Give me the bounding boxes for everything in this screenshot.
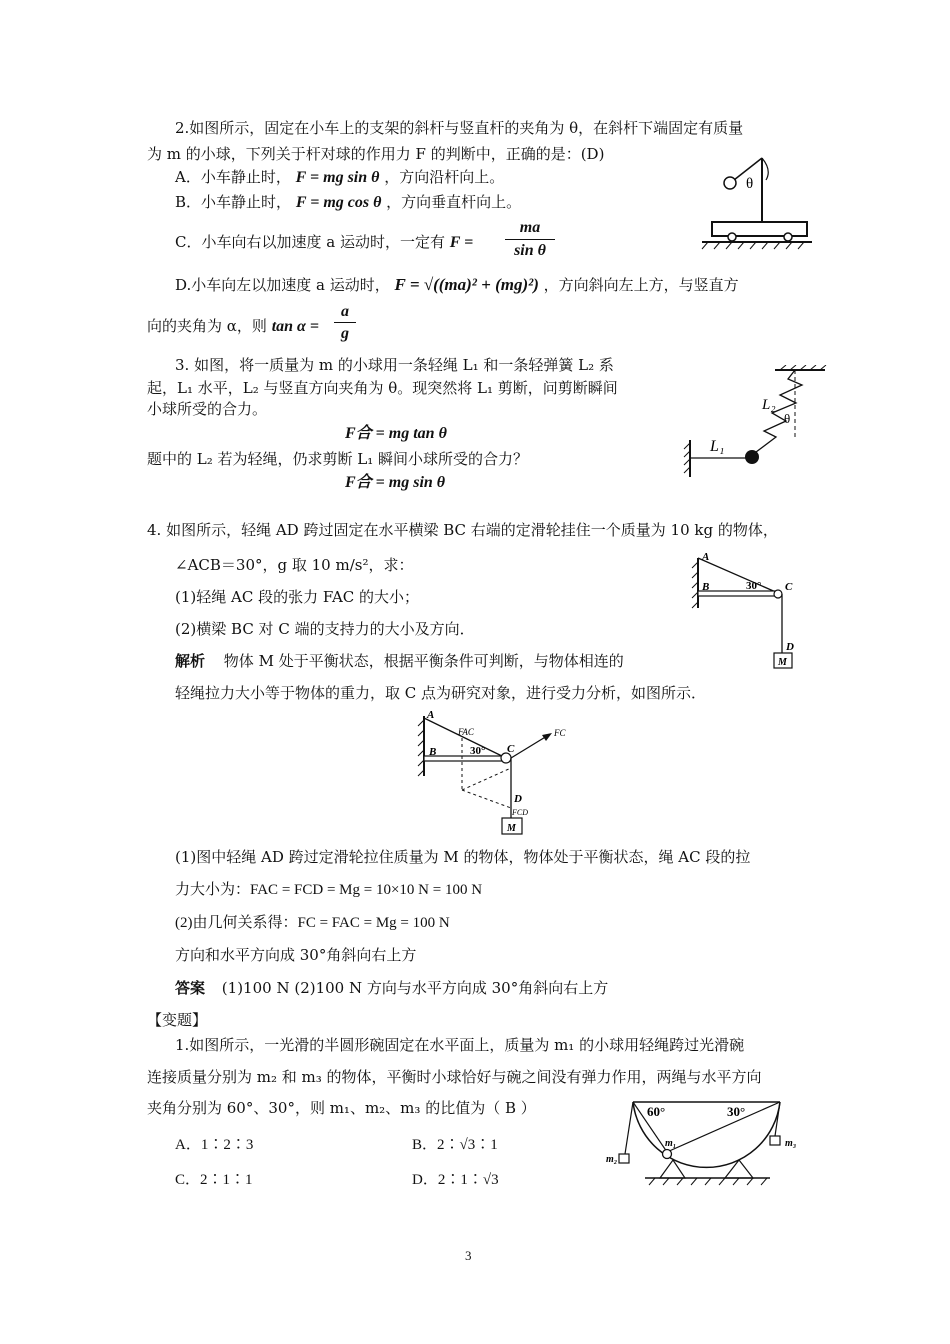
label-60: 60° (647, 1104, 666, 1119)
label-A: A (427, 709, 435, 721)
q4-line4: (2)横梁 BC 对 C 端的支持力的大小及方向． (175, 620, 475, 638)
label-M: M (778, 657, 787, 668)
q2-option-d (175, 275, 739, 295)
q2-d-formula: F = √((ma)² + (mg)²) (394, 275, 539, 294)
q4-line3: (1)轻绳 AC 段的张力 FAC 的大小； (175, 588, 420, 606)
rope-AC (698, 558, 778, 593)
q2-d-tail: ，方向斜向左上方，与竖直方 (543, 276, 739, 294)
q3-answer2: F合 = mg sin θ (345, 474, 446, 491)
q2-b-formula: F = mg cos θ (295, 194, 382, 211)
box-m3 (770, 1136, 780, 1145)
label-C: C (785, 581, 793, 593)
q2-a-text: A．小车静止时， (175, 168, 291, 186)
q3-spring-figure (680, 365, 830, 480)
q4-line2: ∠ACB＝30°，g 取 10 m/s²，求： (175, 556, 414, 574)
ground-hatch (649, 1178, 767, 1185)
q2-d-denominator: g (341, 325, 349, 342)
q4-solution-1 (175, 651, 624, 671)
force-FC-arrowhead (542, 733, 552, 741)
ball (745, 450, 759, 464)
q2-c-formula-lhs: F = (449, 234, 474, 251)
cart-body (712, 222, 807, 236)
q2-a-formula: F = mg sin θ (295, 169, 380, 186)
q4-solution-label: 解析 (175, 652, 206, 670)
q4-figure-2 (412, 708, 577, 838)
rope-m2 (625, 1102, 633, 1154)
beam-BC (698, 591, 776, 596)
q2-c-denominator: sin θ (514, 242, 546, 259)
dashed-parallelogram (462, 790, 511, 808)
theta-label: θ (746, 176, 754, 192)
q2-line2: 为 m 的小球，下列关于杆对球的作用力 F 的判断中，正确的是：(D) (147, 145, 605, 163)
q4-answer-label: 答案 (175, 979, 206, 997)
q4-figure-1 (690, 548, 805, 676)
q2-c-fraction (505, 218, 555, 261)
q2-c-numerator: ma (519, 219, 541, 236)
label-FC: FC (554, 728, 566, 738)
variant-option-c: C．2∶1∶1 (175, 1172, 253, 1188)
variant-header: 【变题】 (147, 1011, 208, 1029)
q4-line1: 4. 如图所示，轻绳 AD 跨过固定在水平横梁 BC 右端的定滑轮挂住一个质量为 10 kg 的物体， (147, 521, 778, 539)
q3-line1: 3. 如图，将一质量为 m 的小球用一条轻绳 L₁ 和一条轻弹簧 L₂ 系 (175, 356, 614, 374)
label-m3: m₃ (785, 1138, 797, 1149)
variant-bowl-figure (605, 1098, 810, 1190)
page-number: 3 (465, 1248, 472, 1263)
q2-b-tail: ，方向垂直杆向上。 (386, 193, 522, 211)
label-FCD: FCD (512, 808, 528, 817)
label-m1: m₁ (665, 1138, 677, 1149)
label-D: D (786, 641, 794, 653)
q3-line2: 起，L₁ 水平，L₂ 与竖直方向夹角为 θ。现突然将 L₁ 剪断，问剪断瞬间 (147, 379, 618, 397)
q3-line4: 题中的 L₂ 若为轻绳，仍求剪断 L₁ 瞬间小球所受的合力？ (147, 450, 529, 468)
ball (724, 177, 736, 189)
q2-d-formula2-lhs: tan α = (271, 318, 319, 335)
q2-line1: 2.如图所示，固定在小车上的支架的斜杆与竖直杆的夹角为 θ，在斜杆下端固定有质量 (175, 119, 744, 137)
label-C: C (507, 743, 515, 755)
ball-m1 (663, 1150, 672, 1159)
variant-line2: 连接质量分别为 m₂ 和 m₃ 的物体，平衡时小球恰好与碗之间没有弹力作用，两绳与水平方向 (147, 1068, 762, 1086)
q2-b-text: B．小车静止时， (175, 193, 292, 211)
label-B: B (702, 581, 710, 593)
q4-solution-4: 力大小为：FAC = FCD = Mg = 10×10 N = 100 N (175, 882, 483, 898)
q4-solution-1-text: 物体 M 处于平衡状态，根据平衡条件可判断，与物体相连的 (223, 652, 624, 670)
variant-option-d: D．2∶1∶√3 (412, 1172, 499, 1188)
dashed-diagonal (462, 768, 511, 790)
q2-option-a (175, 167, 504, 188)
q4-answer (175, 978, 608, 998)
q4-solution-6: 方向和水平方向成 30°角斜向右上方 (175, 946, 417, 964)
q2-option-b (175, 192, 521, 213)
wheel-right (784, 233, 792, 241)
force-FC-arrow (511, 736, 547, 758)
label-m2: m₂ (606, 1154, 618, 1165)
label-theta: θ (784, 411, 791, 426)
rope-30 (667, 1102, 780, 1152)
q4-solution-2: 轻绳拉力大小等于物体的重力，取 C 点为研究对象，进行受力分析，如图所示． (175, 684, 707, 702)
q2-option-c (175, 232, 473, 253)
q4-answer-text: (1)100 N (2)100 N 方向与水平方向成 30°角斜向右上方 (221, 979, 609, 997)
q2-d-line2 (147, 316, 319, 337)
variant-option-b: B．2∶√3∶1 (412, 1137, 498, 1153)
ground-hatch (702, 242, 804, 249)
label-L1: L₁ (710, 438, 725, 455)
label-angle: 30° (746, 580, 762, 592)
box-m2 (619, 1154, 629, 1163)
label-M: M (507, 823, 516, 834)
label-angle: 30° (470, 745, 486, 757)
label-30: 30° (727, 1104, 746, 1119)
label-L2: L₂ (762, 397, 776, 413)
label-B: B (429, 746, 437, 758)
q3-line3: 小球所受的合力。 (147, 400, 268, 418)
variant-line1: 1.如图所示，一光滑的半圆形碗固定在水平面上，质量为 m₁ 的小球用轻绳跨过光滑碗 (175, 1036, 745, 1054)
label-A: A (702, 551, 710, 563)
q3-answer1: F合 = mg tan θ (345, 425, 447, 442)
q2-d-line2-text: 向的夹角为 α，则 (147, 317, 267, 335)
q2-c-text: C．小车向右以加速度 a 运动时，一定有 (175, 233, 445, 251)
label-FAC: FAC (458, 727, 474, 737)
pulley (774, 590, 782, 598)
variant-option-a: A．1∶2∶3 (175, 1137, 254, 1153)
q2-d-text: D.小车向左以加速度 a 运动时， (175, 276, 390, 294)
wheel-left (728, 233, 736, 241)
q2-cart-figure (700, 150, 815, 250)
label-D: D (514, 793, 522, 805)
support-right (725, 1160, 753, 1178)
variant-line3: 夹角分别为 60°、30°，则 m₁、m₂、m₃ 的比值为（ B ） (147, 1099, 536, 1117)
q2-d-numerator: a (341, 303, 349, 320)
q4-solution-5: (2)由几何关系得：FC = FAC = Mg = 100 N (175, 915, 450, 931)
q2-a-tail: ，方向沿杆向上。 (384, 168, 505, 186)
q4-solution-3: (1)图中轻绳 AD 跨过定滑轮拉住质量为 M 的物体，物体处于平衡状态，绳 AC 段的拉 (175, 848, 751, 866)
q2-d-fraction (334, 302, 356, 343)
